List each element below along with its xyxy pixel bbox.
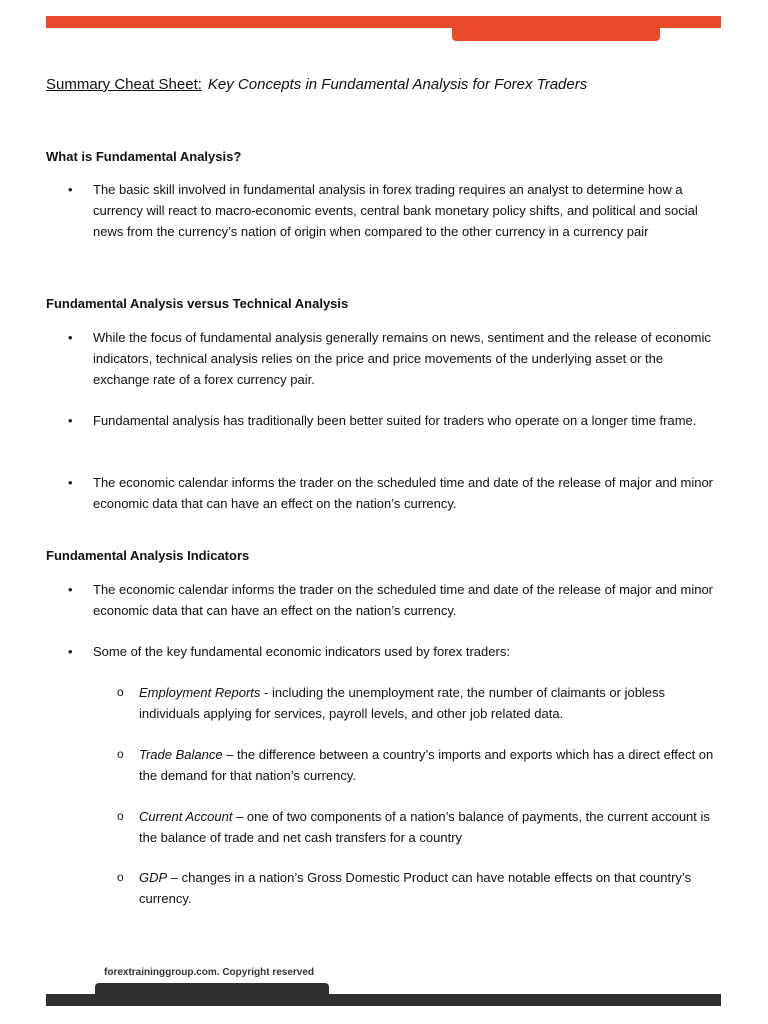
- bullet-marker: •: [68, 413, 73, 428]
- sub-list-item-text: [139, 806, 723, 848]
- list-item-text: The basic skill involved in fundamental analysis in forex trading requires an analyst to determine how a currency will react to macro-economic events, central bank monetary policy shifts, and political and social news from the currency’s nation of origin when compared to the other currency in a currency pair: [93, 182, 698, 239]
- bullet-marker: •: [68, 330, 73, 345]
- bullet-marker: •: [68, 475, 73, 490]
- list-item-text: The economic calendar informs the trader on the scheduled time and date of the release of major and minor economic data that can have an effect on the nation’s currency.: [93, 475, 714, 511]
- section-heading: Fundamental Analysis versus Technical Analysis: [46, 296, 349, 311]
- indicator-description: – the difference between a country’s imports and exports which has a direct effect on the demand for that nation’s currency.: [139, 747, 714, 783]
- sub-list-item-text: [139, 682, 723, 724]
- footer-bar: [46, 994, 721, 1006]
- title-lead: Summary Cheat Sheet:: [46, 76, 202, 93]
- sub-bullet-marker: o: [117, 809, 124, 823]
- list-item-text: Fundamental analysis has traditionally been better suited for traders who operate on a longer time frame.: [93, 413, 697, 428]
- indicator-description: – one of two components of a nation’s balance of payments, the current account is the balance of trade and net cash transfers for a country: [139, 809, 710, 845]
- indicator-term: GDP: [139, 870, 168, 885]
- indicator-term: Employment Reports: [139, 685, 261, 700]
- bullet-marker: •: [68, 582, 73, 597]
- sub-list-item-text: [139, 744, 723, 786]
- list-item-text: Some of the key fundamental economic indicators used by forex traders:: [93, 644, 510, 659]
- footer-copyright: forextraininggroup.com. Copyright reserved: [104, 967, 315, 978]
- sub-bullet-marker: o: [117, 870, 124, 884]
- bullet-marker: •: [68, 182, 73, 197]
- sub-list-item-text: [139, 867, 723, 909]
- section-heading: Fundamental Analysis Indicators: [46, 548, 250, 563]
- indicator-term: Current Account: [139, 809, 233, 824]
- indicator-description: - including the unemployment rate, the number of claimants or jobless individuals applying for services, payroll levels, and other job related data.: [139, 685, 666, 721]
- title-subtitle: Key Concepts in Fundamental Analysis for Forex Traders: [207, 76, 588, 93]
- top-accent-tab: [452, 28, 660, 41]
- list-item-text: While the focus of fundamental analysis generally remains on news, sentiment and the release of economic indicators, technical analysis relies on the price and price movements of the underlying asset or the exchange rate of a forex currency pair.: [93, 330, 711, 387]
- bullet-marker: •: [68, 644, 73, 659]
- list-item-text: The economic calendar informs the trader on the scheduled time and date of the release of major and minor economic data that can have an effect on the nation’s currency.: [93, 582, 714, 618]
- page-title: [46, 76, 587, 93]
- indicator-description: – changes in a nation’s Gross Domestic Product can have notable effects on that country’s currency.: [139, 870, 692, 906]
- sub-bullet-marker: o: [117, 747, 124, 761]
- indicator-term: Trade Balance: [139, 747, 223, 762]
- section-heading: What is Fundamental Analysis?: [46, 149, 242, 164]
- sub-bullet-marker: o: [117, 685, 124, 699]
- top-accent-bar: [46, 16, 721, 28]
